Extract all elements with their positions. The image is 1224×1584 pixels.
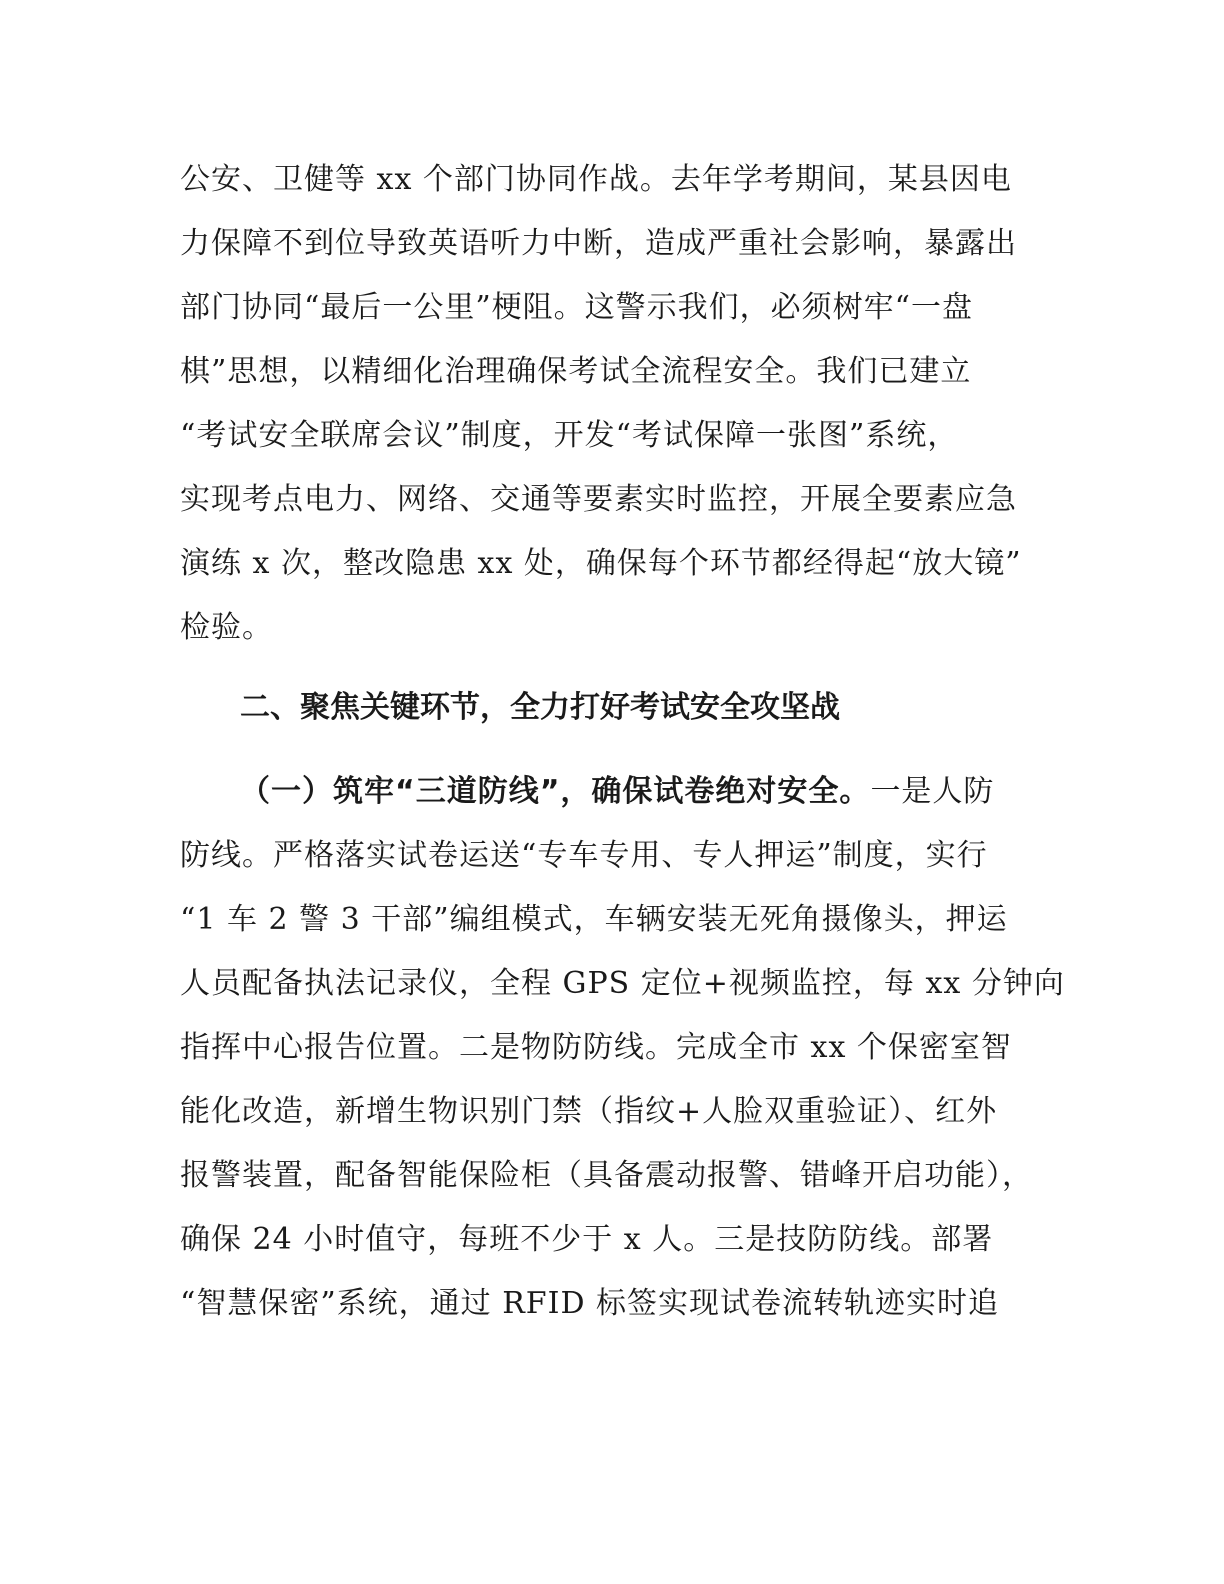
subsection-1-line-9: “智慧保密”系统，通过 RFID 标签实现试卷流转轨迹实时追 (180, 1286, 1000, 1321)
paragraph-1-line-2: 力保障不到位导致英语听力中断，造成严重社会影响，暴露出 (180, 226, 1017, 261)
subsection-1-first-line (240, 772, 1060, 812)
paragraph-1-line-1: 公安、卫健等 xx 个部门协同作战。去年学考期间，某县因电 (180, 162, 1012, 197)
subsection-1-line-4: 人员配备执法记录仪，全程 GPS 定位+视频监控，每 xx 分钟向 (180, 966, 1065, 1001)
subsection-1-line-7: 报警装置，配备智能保险柜（具备震动报警、错峰开启功能）， (180, 1158, 1033, 1193)
subsection-1-line-3: “1 车 2 警 3 干部”编组模式，车辆安装无死角摄像头，押运 (180, 902, 1008, 937)
paragraph-1-line-5: “考试安全联席会议”制度，开发“考试保障一张图”系统， (180, 418, 959, 453)
subsection-1-line-2: 防线。严格落实试卷运送“专车专用、专人押运”制度，实行 (180, 838, 988, 873)
paragraph-1-line-8: 检验。 (180, 610, 273, 645)
subsection-1-first-line-rest: 一是人防 (870, 774, 995, 809)
paragraph-1-line-4: 棋”思想，以精细化治理确保考试全流程安全。我们已建立 (180, 354, 972, 389)
paragraph-1-line-7: 演练 x 次，整改隐患 xx 处，确保每个环节都经得起“放大镜” (180, 546, 1022, 581)
subsection-1-title: （一）筑牢“三道防线”，确保试卷绝对安全。 (240, 774, 871, 809)
paragraph-1-line-3: 部门协同“最后一公里”梗阻。这警示我们，必须树牢“一盘 (180, 290, 974, 325)
subsection-1-line-6: 能化改造，新增生物识别门禁（指纹+人脸双重验证）、红外 (180, 1094, 998, 1129)
paragraph-1-line-6: 实现考点电力、网络、交通等要素实时监控，开展全要素应急 (180, 482, 1017, 517)
subsection-1-line-5: 指挥中心报告位置。二是物防防线。完成全市 xx 个保密室智 (180, 1030, 1012, 1065)
subsection-1-line-8: 确保 24 小时值守，每班不少于 x 人。三是技防防线。部署 (180, 1222, 994, 1257)
section-heading: 二、聚焦关键环节，全力打好考试安全攻坚战 (240, 690, 840, 725)
